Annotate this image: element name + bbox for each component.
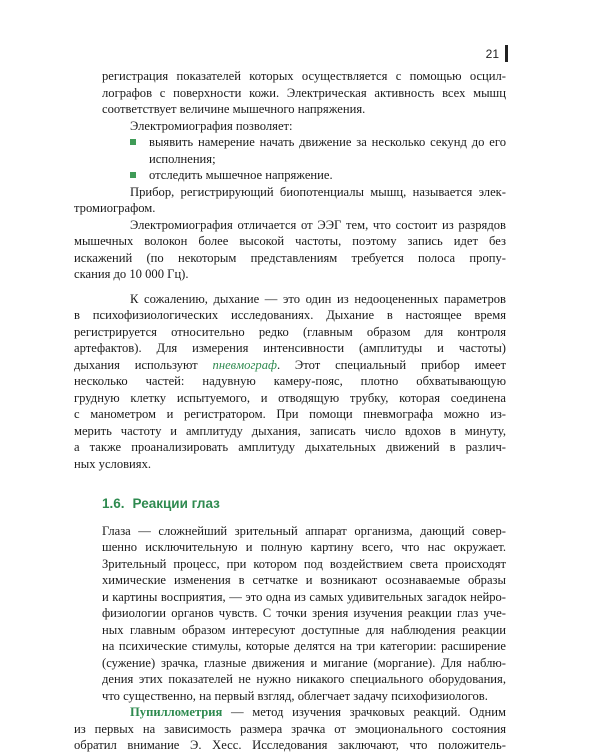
- list-item: [102, 167, 506, 184]
- text-fragment: . Этот специальный прибор имеет: [276, 357, 507, 372]
- text-line: шенно исключительную и полную картину всего, что нас окружает.: [102, 540, 506, 554]
- page-number-bar: [505, 45, 508, 62]
- text-line: К сожалению, дыхание — это один из недооцененных параметров: [130, 291, 506, 306]
- text-line: что существенно, на первый взгляд, облегчает задачу психофизиологов.: [102, 688, 488, 703]
- page-header: [486, 45, 508, 62]
- text-line: исполнения;: [149, 151, 216, 166]
- list-item: [102, 134, 506, 167]
- paragraph-pupillometry: [74, 704, 506, 754]
- text-line: ных условиях.: [74, 456, 152, 471]
- text-line: регистрация показателей которых осуществляется с помощью осцил-: [102, 69, 506, 83]
- text-line: тромиографом.: [74, 201, 156, 215]
- text-line: мерить частоту и амплитуду дыхания, записать число вдохов в минуту,: [74, 423, 506, 438]
- text-line: отследить мышечное напряжение.: [149, 168, 333, 182]
- paragraph-breathing: [74, 291, 507, 473]
- paragraph-device: [74, 184, 506, 217]
- text-fragment: дыхания используют: [74, 357, 213, 372]
- text-line: Глаза — сложнейший зрительный аппарат организма, дающий совер-: [102, 523, 506, 538]
- square-bullet-icon: [130, 172, 136, 178]
- text-fragment: — метод изучения зрачковых реакций. Одним: [222, 705, 506, 719]
- square-bullet-icon: [130, 139, 136, 145]
- text-line: лографов с поверхности кожи. Электрическая активность всех мышц: [102, 85, 506, 100]
- text-line: физиологии органов чувств. С точки зрения изучения реакции глаз уче-: [102, 606, 506, 620]
- section-number: 1.6.: [102, 496, 125, 511]
- text-line: дения этих показателей не нужно никакого специального оборудования,: [102, 672, 506, 686]
- section-heading: [102, 496, 506, 513]
- text-line: мышечных волокон более высокой частоты, поэтому запись идет без: [74, 234, 506, 248]
- text-line: в психофизиологических исследованиях. Дыхание в настоящее время: [74, 308, 506, 322]
- text-line: регистрируется относительно редко (главным образом для контроля: [74, 324, 506, 339]
- text-line: Электромиография позволяет:: [130, 118, 293, 133]
- text-line: Прибор, регистрирующий биопотенциалы мышц, называется элек-: [130, 184, 506, 199]
- text-line: и картины восприятия, — это одна из самых удивительных загадок нейро-: [102, 589, 506, 604]
- text-line: выявить намерение начать движение за несколько секунд до его: [149, 135, 506, 149]
- text-line: (сужение) зрачка, глазные движения и мигание (моргание). Для наблю-: [102, 655, 506, 670]
- text-line: Зрительный процесс, при котором под воздействием света происходят: [102, 556, 506, 571]
- text-line: скания до 10 000 Гц).: [74, 267, 189, 281]
- text-line: ных главным образом интересуют доступные для наблюдения реакции: [102, 622, 506, 637]
- text-line: [74, 357, 507, 374]
- text-line: химические изменения в сетчатке и возникают осознаваемые образы: [102, 573, 506, 587]
- text-line: Электромиография отличается от ЭЭГ тем, что состоит из разрядов: [130, 217, 506, 232]
- text-line: соответствует величине мышечного напряжения.: [102, 102, 366, 116]
- text-line: с манометром и регистратором. При помощи пневмографа можно из-: [74, 407, 506, 421]
- bullet-list: [102, 134, 506, 184]
- paragraph-eyes: [102, 523, 506, 705]
- text-line: несколько частей: надувную камеру-пояс, плотно обхватывающую: [74, 374, 506, 388]
- text-line: а также проанализировать амплитуду дыхательных движений в различ-: [74, 440, 506, 454]
- paragraph-emg-intro: [102, 118, 506, 135]
- text-line: искажений (по некоторым представлениям требуется полоса пропу-: [74, 250, 506, 265]
- section-title: Реакции глаз: [132, 496, 220, 511]
- term-pneumograph: пневмограф: [212, 357, 277, 372]
- term-pupillometry: Пупиллометрия: [130, 705, 223, 719]
- text-line: из первых на зависимость размера зрачка от эмоционального состояния: [74, 721, 506, 736]
- paragraph-continuation: [102, 68, 506, 118]
- text-line: артефактов). Для измерения интенсивности (амплитуды и частоты): [74, 341, 506, 355]
- text-line: на психические стимулы, которые делятся на три категории: расширение: [102, 639, 506, 653]
- text-line: [102, 704, 506, 721]
- text-line: обратил внимание Э. Хесс. Исследования заключают, что положитель-: [74, 738, 506, 752]
- text-line: грудную клетку испытуемого, и отводящую трубку, которая соединена: [74, 390, 506, 405]
- page-number: 21: [485, 46, 499, 61]
- page-content: [74, 68, 507, 754]
- paragraph-emg-difference: [74, 217, 506, 283]
